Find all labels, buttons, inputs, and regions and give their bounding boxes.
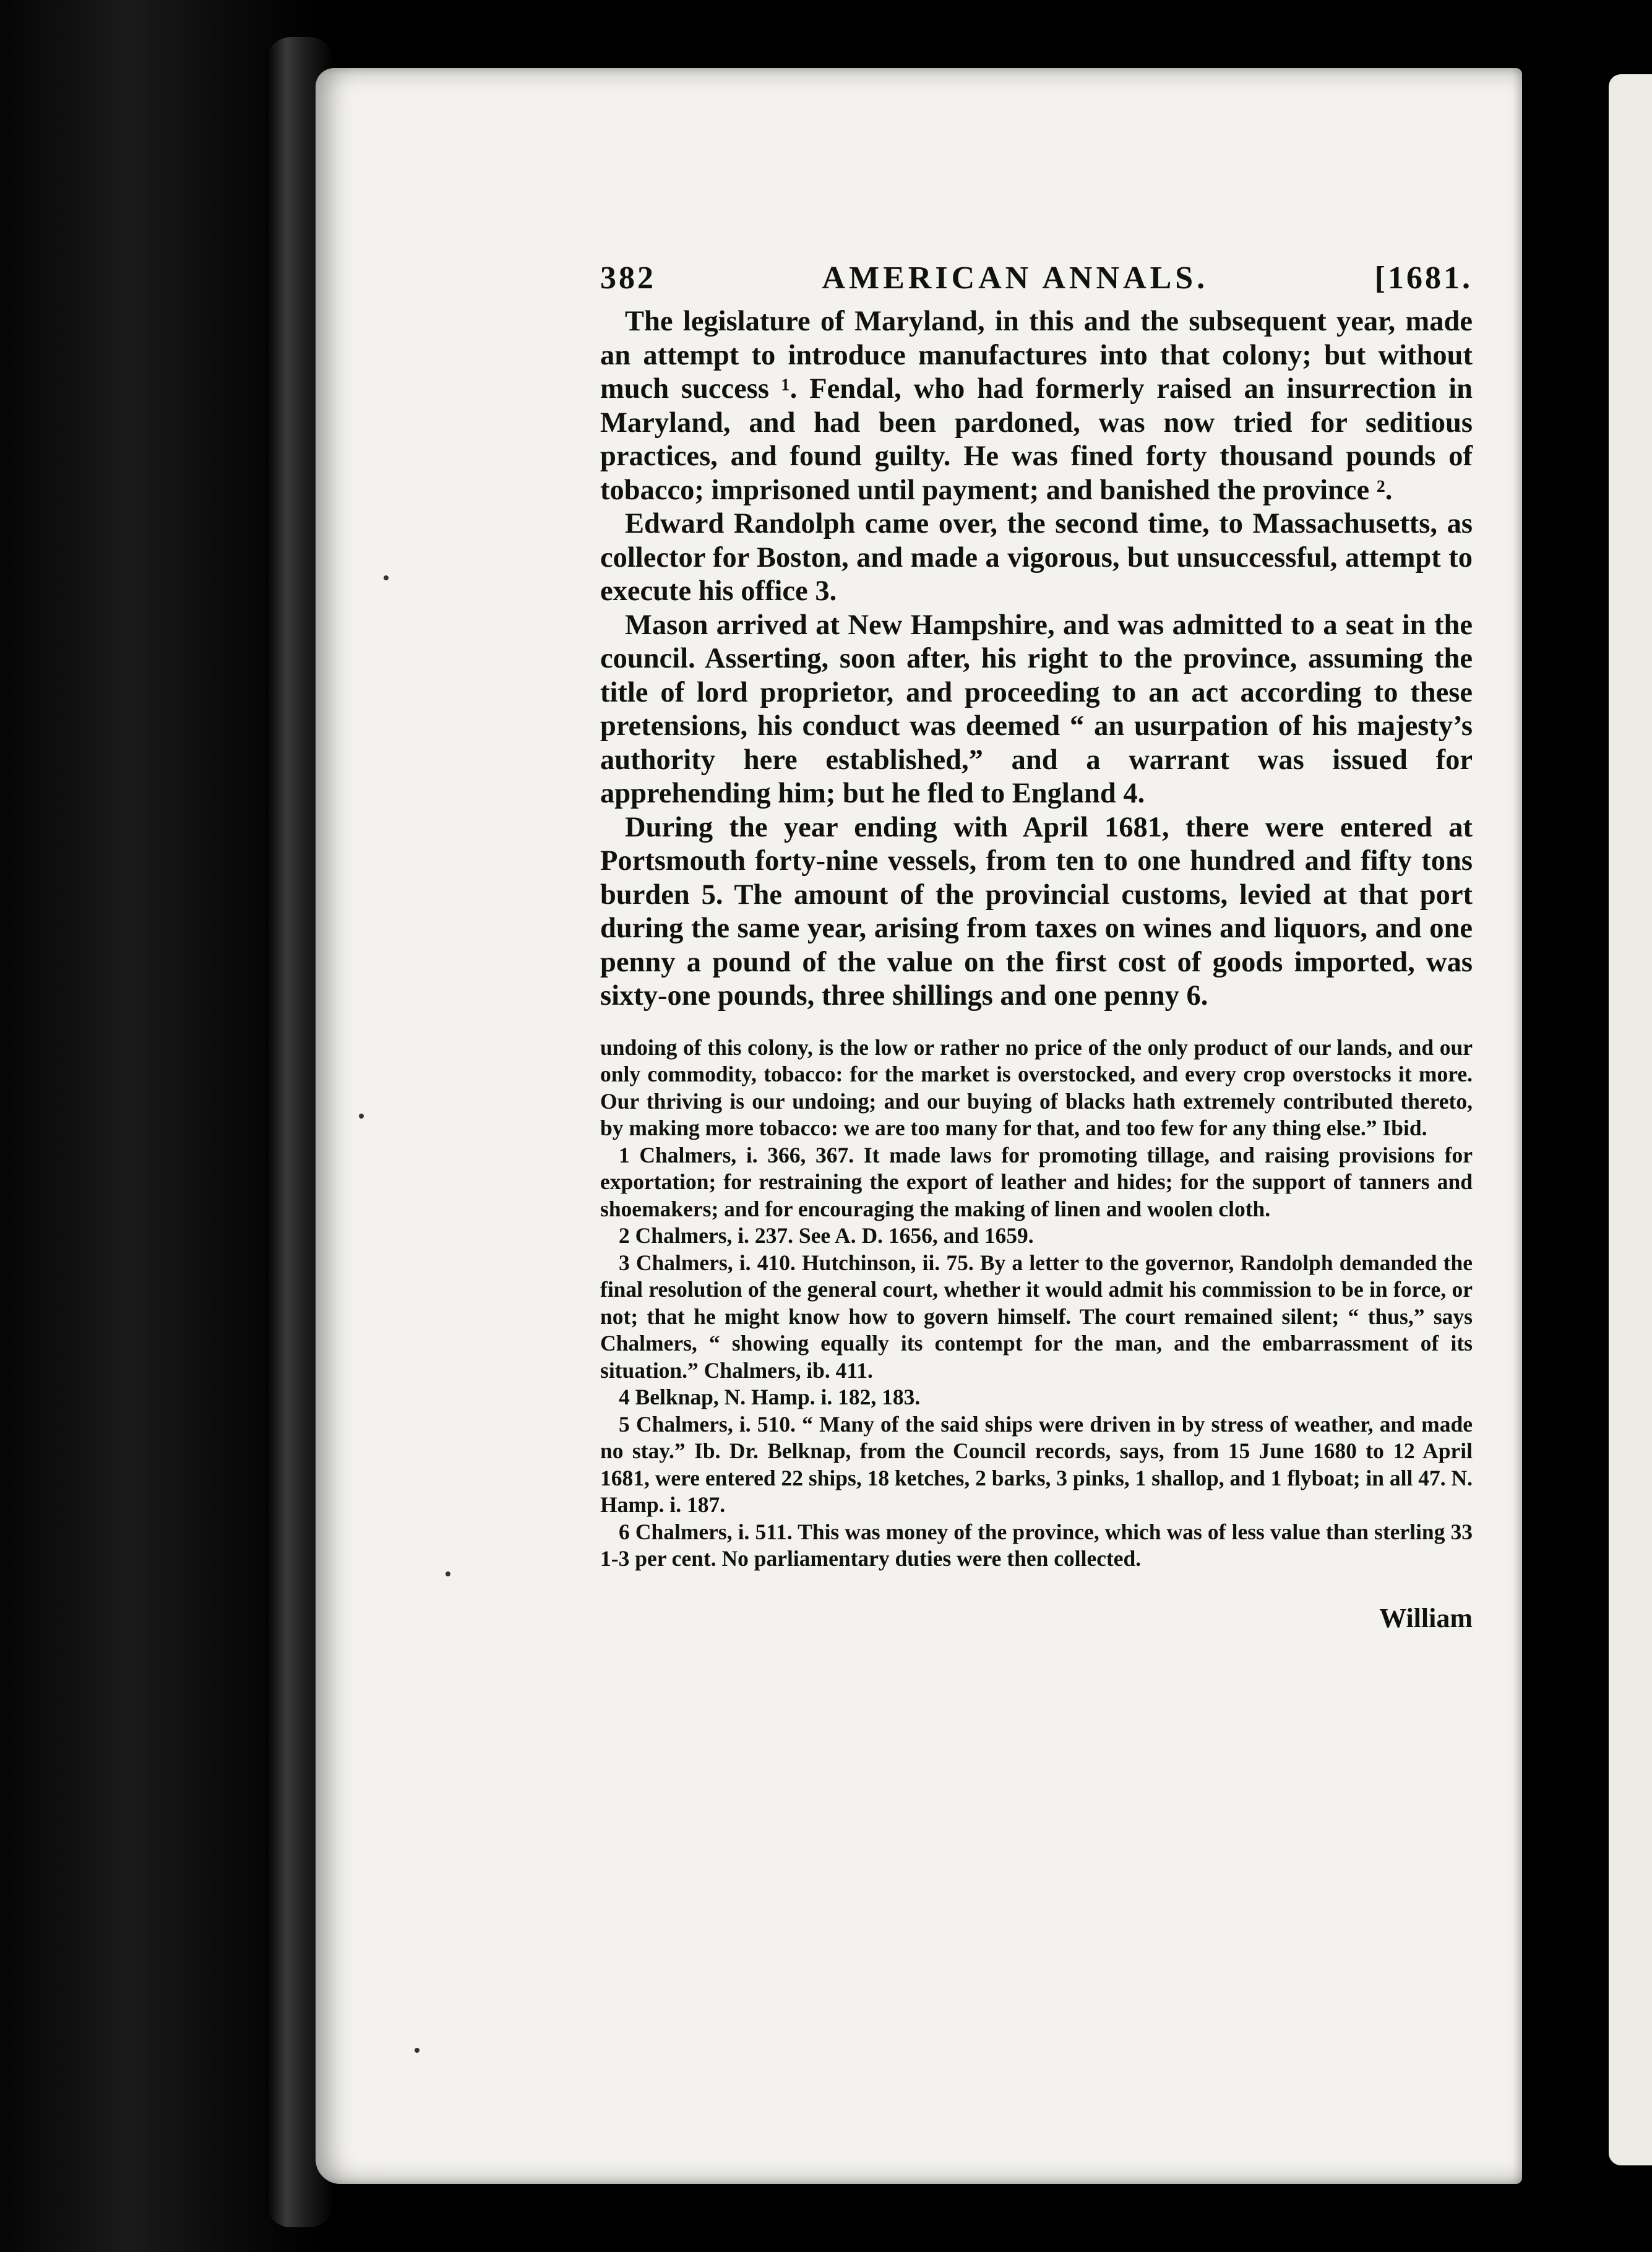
paragraph: Mason arrived at New Hampshire, and was admitted to a seat in the council. Asserting, soon after, his right to the province, assuming the title of lord proprietor, and proceeding to an act according to these pretensions, his conduct was deemed “ an usurpation of his majesty’s authority here established,” and a warrant was issued for apprehending him; but he fled to England 4. [600, 609, 1473, 809]
footnote: 5 Chalmers, i. 510. “ Many of the said ships were driven in by stress of weather, and made no stay.” Ib. Dr. Belknap, from the Council records, says, from 15 June 1680 to 12 April 1681, were entered 22 ships, 18 ketches, 2 barks, 3 pinks, 1 shallop, and 1 flyboat; in all 47. N. Hamp. i. 187. [600, 1411, 1473, 1517]
page-number: 382 [600, 260, 656, 296]
footnote: 4 Belknap, N. Hamp. i. 182, 183. [619, 1385, 921, 1409]
ink-speck [445, 1571, 450, 1576]
running-head [600, 260, 1473, 296]
running-title: AMERICAN ANNALS. [822, 260, 1209, 296]
year-heading: [1681. [1374, 260, 1473, 296]
body-text [600, 305, 1473, 1013]
paragraph: Edward Randolph came over, the second time, to Massachusetts, as collector for Boston, and made a vigorous, but unsuccessful, attempt to execute his office 3. [600, 508, 1473, 607]
page-text [600, 260, 1473, 1634]
paragraph: During the year ending with April 1681, there were entered at Portsmouth forty-nine vessels, from ten to one hundred and fifty tons burden 5. The amount of the provincial customs, levied at that port during the same year, arising from taxes on wines and liquors, and one penny a pound of the value on the first cost of goods imported, was sixty-one pounds, three shillings and one penny 6. [600, 811, 1473, 1012]
ink-speck [415, 2048, 419, 2053]
footnotes [600, 1034, 1473, 1573]
ink-speck [359, 1114, 364, 1119]
footnote: 6 Chalmers, i. 511. This was money of the province, which was of less value than sterling 33 1-3 per cent. No parliamentary duties were then collected. [600, 1519, 1473, 1571]
footnote: 1 Chalmers, i. 366, 367. It made laws for promoting tillage, and raising provisions for exportation; for restraining the export of leather and hides; for the support of tanners and shoemakers; and for encouraging the making of linen and woolen cloth. [600, 1142, 1473, 1221]
footnote: 2 Chalmers, i. 237. See A. D. 1656, and 1659. [619, 1223, 1034, 1248]
ink-speck [384, 575, 389, 580]
paragraph: The legislature of Maryland, in this and the subsequent year, made an attempt to introduce manufactures into that colony; but without much success ¹. Fendal, who had formerly raised an insurrection in Maryland, and had been pardoned, was now tried for seditious practices, and found guilty. He was fined forty thousand pounds of tobacco; imprisoned until payment; and banished the province ². [600, 306, 1473, 506]
footnote-continuation: undoing of this colony, is the low or rather no price of the only product of our lands, and our only commodity, tobacco: for the market is overstocked, and every crop overstocks it more. Our thriving is our undoing; and our buying of blacks hath extremely contributed thereto, by making more tobacco: we are too many for that, and too few for any thing else.” Ibid. [600, 1034, 1473, 1140]
next-page-edge [1609, 74, 1652, 2165]
catchword: William [1379, 1602, 1473, 1633]
footnote: 3 Chalmers, i. 410. Hutchinson, ii. 75. By a letter to the governor, Randolph demanded the final resolution of the general court, whether it would admit his commission to be in force, or not; that he might know how to govern himself. The court remained silent; “ thus,” says Chalmers, “ showing equally its contempt for the man, and the embarrassment of its situation.” Chalmers, ib. 411. [600, 1250, 1473, 1383]
